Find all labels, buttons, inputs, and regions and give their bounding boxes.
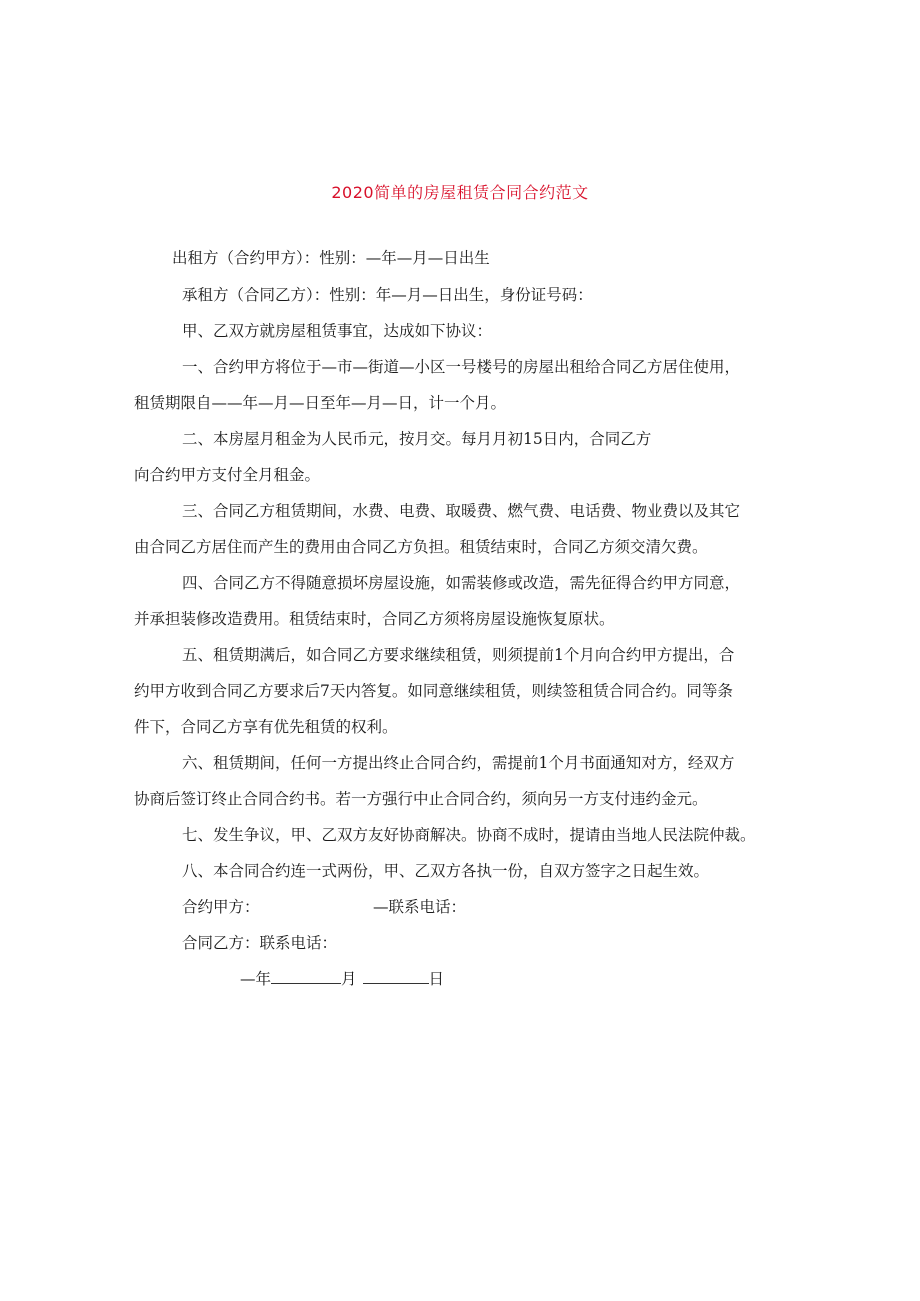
date-day-label: 日 [428,970,445,988]
party-a-signature-label: 合约甲方： [182,898,260,916]
date-year-label: —年 [240,970,272,988]
clause-8: 八、本合同合约连一式两份，甲、乙双方各执一份，自双方签字之日起生效。 [182,862,710,880]
clause-3-line-2: 由合同乙方居住而产生的费用由合同乙方负担。租赁结束时，合同乙方须交清欠费。 [134,538,708,556]
clause-5-line-3: 件下，合同乙方享有优先租赁的权利。 [134,718,398,736]
lessee-line: 承租方（合同乙方）：性别：年—月—日出生，身份证号码： [182,286,593,304]
agreement-intro: 甲、乙双方就房屋租赁事宜，达成如下协议： [182,322,493,340]
clause-1-line-1: 一、合约甲方将位于—市—街道—小区一号楼号的房屋出租给合同乙方居住使用， [182,358,741,376]
clause-5-line-2: 约甲方收到合同乙方要求后7天内答复。如同意继续租赁，则续签租赁合同合约。同等条 [134,682,733,700]
date-month-label: 月 [341,970,357,988]
lessor-line: 出租方（合约甲方）：性别：—年—月—日出生 [172,249,490,267]
party-a-phone-label: —联系电话： [373,898,467,916]
document-title: 2020简单的房屋租赁合同合约范文 [331,183,589,202]
month-blank [271,969,341,984]
clause-5-line-1: 五、租赁期满后，如合同乙方要求继续租赁，则须提前1个月向合约甲方提出，合 [182,646,735,664]
clause-6-line-2: 协商后签订终止合同合约书。若一方强行中止合同合约，须向另一方支付违约金元。 [134,790,708,808]
clause-1-line-2: 租赁期限自——年—月—日至年—月—日，计一个月。 [134,394,507,412]
clause-4-line-1: 四、合同乙方不得随意损坏房屋设施，如需装修或改造，需先征得合约甲方同意， [182,574,741,592]
party-b-signature-line: 合同乙方：联系电话： [182,934,338,952]
clause-7: 七、发生争议，甲、乙双方友好协商解决。协商不成时，提请由当地人民法院仲裁。 [182,826,756,844]
clause-3-line-1: 三、合同乙方租赁期间，水费、电费、取暖费、燃气费、电话费、物业费以及其它 [182,502,741,520]
clause-2-line-2: 向合约甲方支付全月租金。 [134,466,321,484]
signing-date-line [240,969,444,989]
clause-2-line-1: 二、本房屋月租金为人民币元，按月交。每月月初15日内，合同乙方 [182,430,652,448]
clause-4-line-2: 并承担装修改造费用。租赁结束时，合同乙方须将房屋设施恢复原状。 [134,610,615,628]
clause-6-line-1: 六、租赁期间，任何一方提出终止合同合约，需提前1个月书面通知对方，经双方 [182,754,735,772]
day-blank [363,969,429,984]
